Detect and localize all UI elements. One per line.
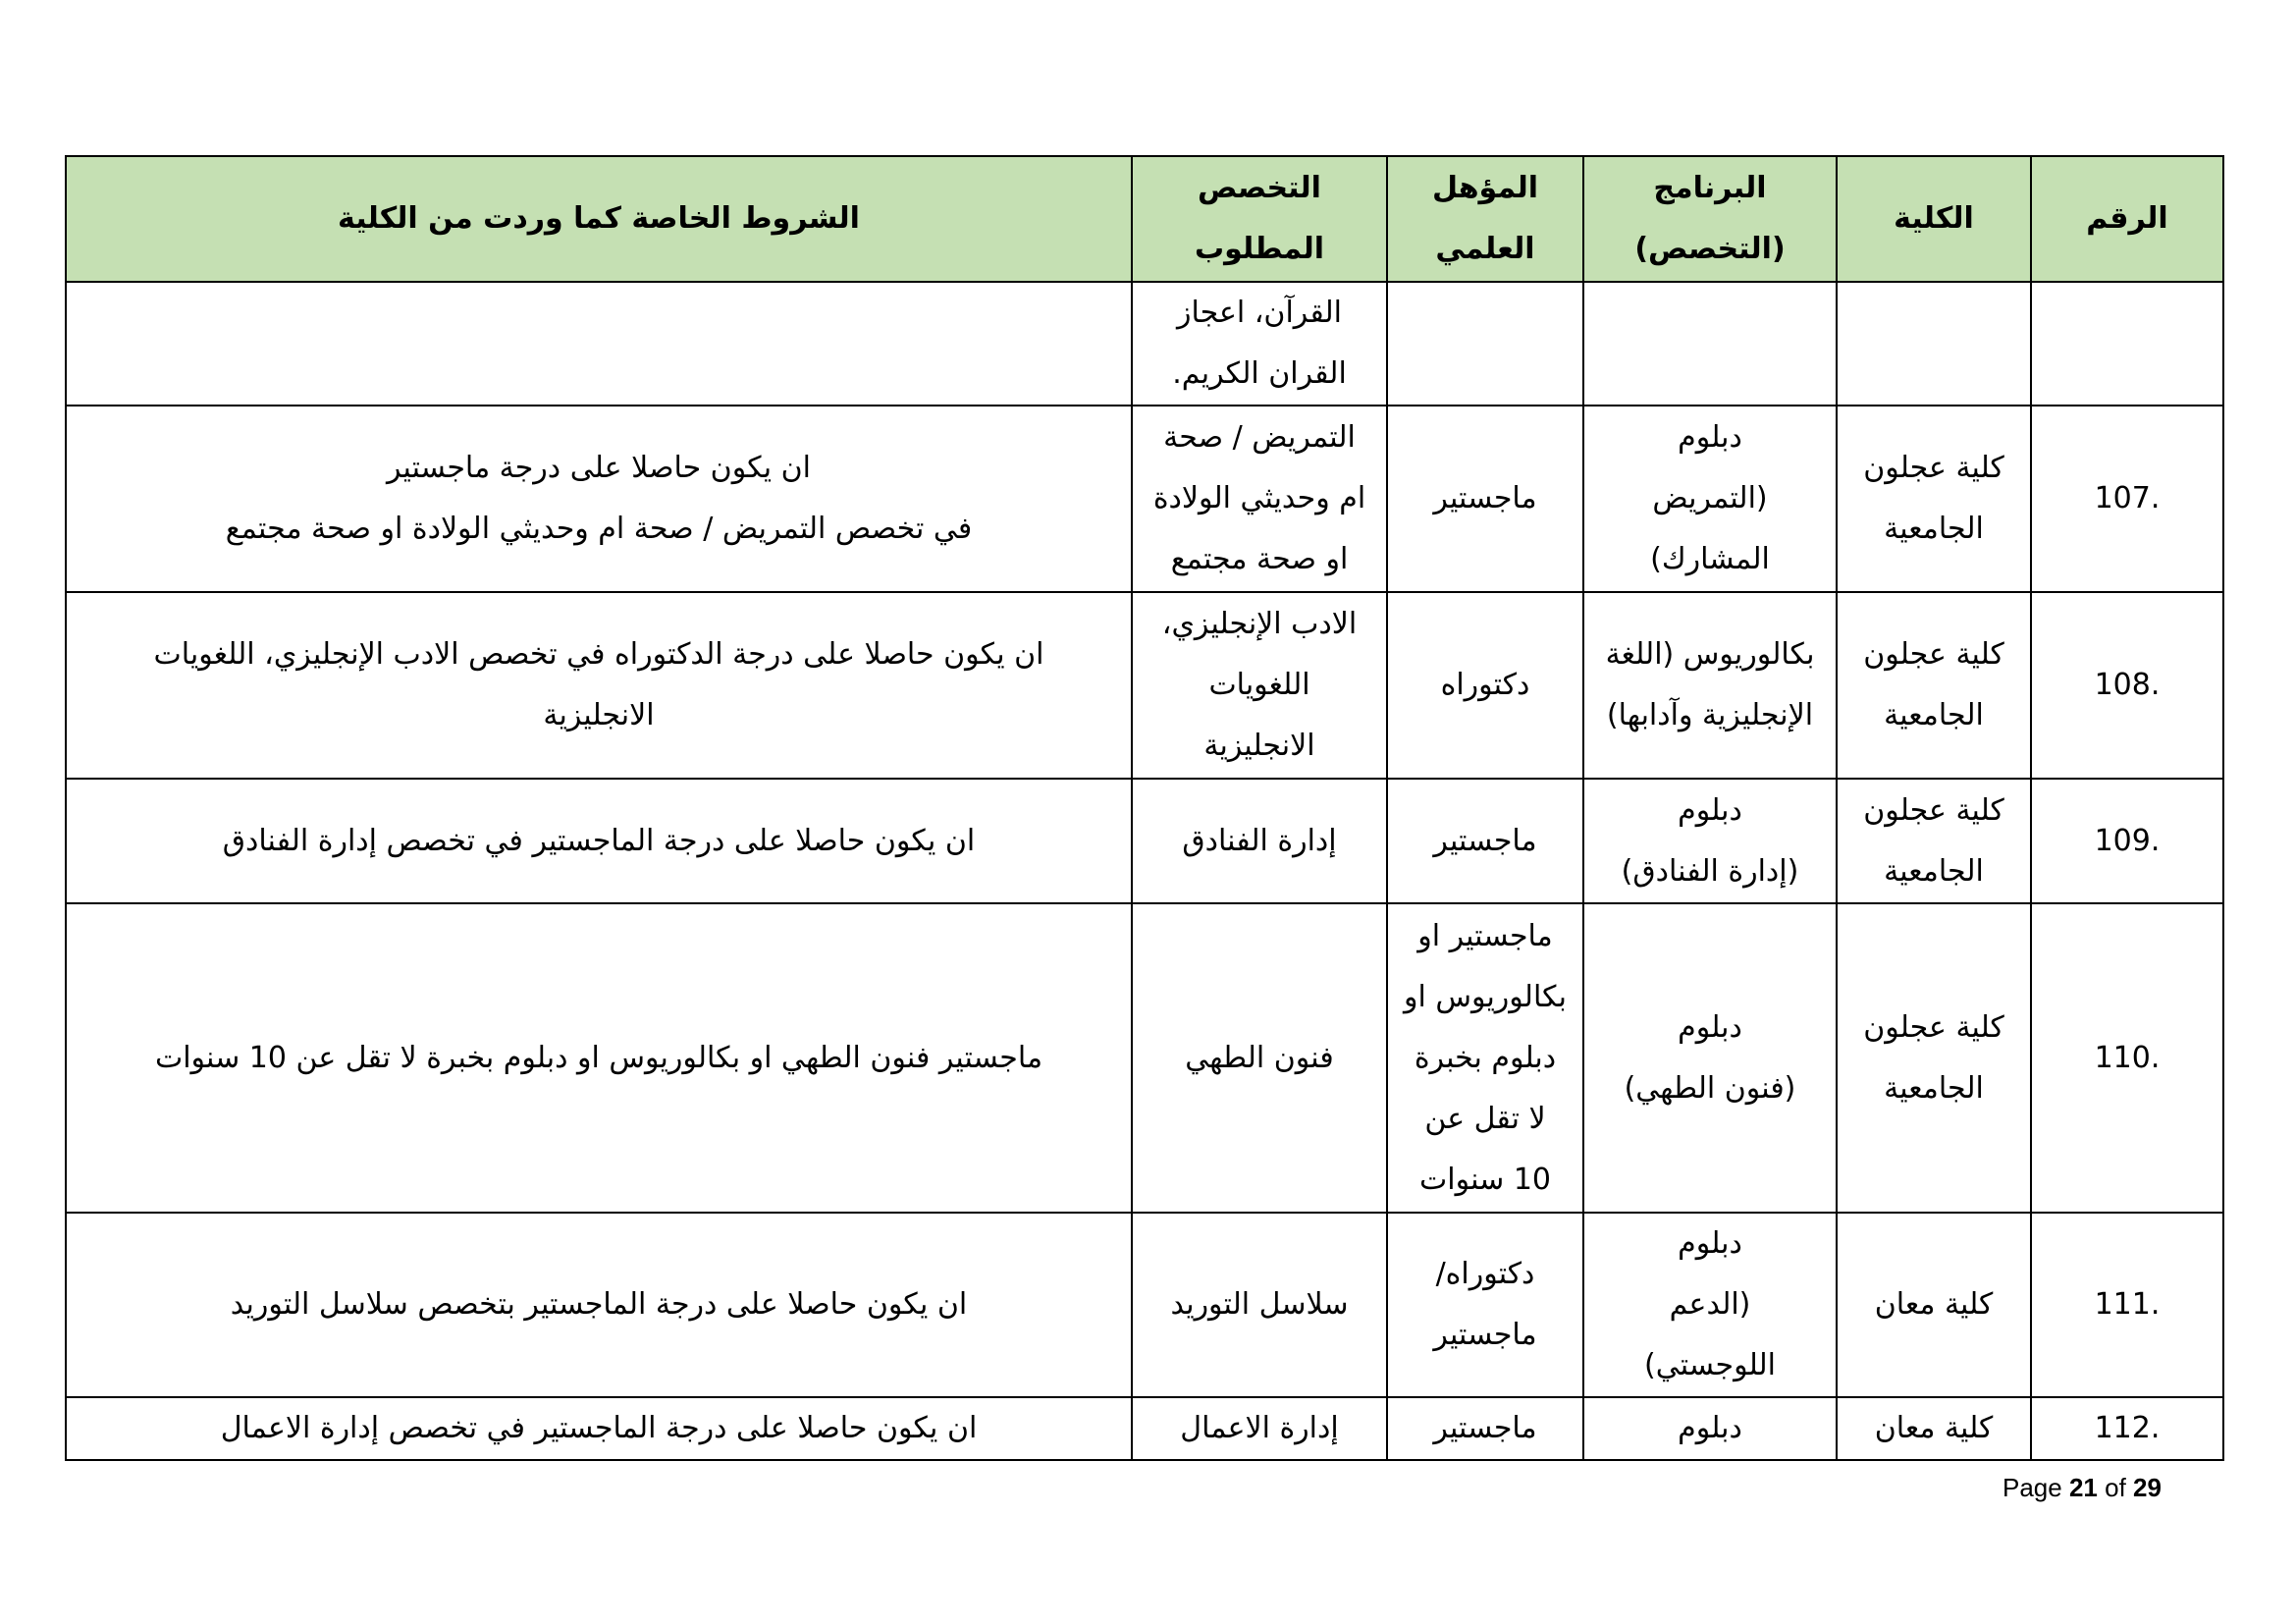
cell-number — [2031, 282, 2223, 406]
table-row — [66, 903, 2223, 1213]
cell-specialization: فنون الطهي — [1132, 903, 1387, 1213]
table-header-row — [66, 156, 2223, 282]
cell-qualification — [1387, 282, 1583, 406]
page-label: Page — [2002, 1473, 2062, 1502]
header-program: البرنامج (التخصص) — [1583, 156, 1837, 282]
cell-number: 111. — [2031, 1213, 2223, 1397]
cell-program: دبلوم (التمريض المشارك) — [1583, 406, 1837, 592]
page-total: 29 — [2133, 1473, 2162, 1502]
cell-college: كلية عجلون الجامعية — [1837, 592, 2031, 779]
conditions-table — [65, 155, 2224, 1461]
header-college: الكلية — [1837, 156, 2031, 282]
cell-program: دبلوم (إدارة الفنادق) — [1583, 779, 1837, 903]
cell-college — [1837, 282, 2031, 406]
cell-college: كلية عجلون الجامعية — [1837, 406, 2031, 592]
cell-college: كلية عجلون الجامعية — [1837, 779, 2031, 903]
cell-number: 112. — [2031, 1397, 2223, 1460]
cell-qualification: ماجستير — [1387, 779, 1583, 903]
cell-college: كلية معان — [1837, 1213, 2031, 1397]
cell-program: دبلوم (الدعم اللوجستي) — [1583, 1213, 1837, 1397]
cell-college: كلية عجلون الجامعية — [1837, 903, 2031, 1213]
cell-conditions: ان يكون حاصلا على درجة ماجستير في تخصص التمريض / صحة ام وحديثي الولادة او صحة مجتمع — [66, 406, 1132, 592]
cell-conditions: ماجستير فنون الطهي او بكالوريوس او دبلوم بخبرة لا تقل عن 10 سنوات — [66, 903, 1132, 1213]
cell-program: بكالوريوس (اللغة الإنجليزية وآدابها) — [1583, 592, 1837, 779]
table-row — [66, 1397, 2223, 1460]
header-specialization: التخصص المطلوب — [1132, 156, 1387, 282]
cell-conditions — [66, 282, 1132, 406]
cell-college: كلية معان — [1837, 1397, 2031, 1460]
cell-program: دبلوم (فنون الطهي) — [1583, 903, 1837, 1213]
cell-number: 108. — [2031, 592, 2223, 779]
table-row — [66, 779, 2223, 903]
page-number-footer — [2002, 1473, 2162, 1503]
cell-specialization: التمريض / صحة ام وحديثي الولادة او صحة مجتمع — [1132, 406, 1387, 592]
page-current: 21 — [2068, 1473, 2098, 1502]
cell-conditions: ان يكون حاصلا على درجة الماجستير في تخصص إدارة الاعمال — [66, 1397, 1132, 1460]
cell-specialization: سلاسل التوريد — [1132, 1213, 1387, 1397]
cell-conditions: ان يكون حاصلا على درجة الماجستير في تخصص إدارة الفنادق — [66, 779, 1132, 903]
cell-conditions: ان يكون حاصلا على درجة الماجستير بتخصص سلاسل التوريد — [66, 1213, 1132, 1397]
cell-program: دبلوم — [1583, 1397, 1837, 1460]
table-row — [66, 592, 2223, 779]
cell-qualification: ماجستير او بكالوريوس او دبلوم بخبرة لا تقل عن 10 سنوات — [1387, 903, 1583, 1213]
cell-qualification: دكتوراه — [1387, 592, 1583, 779]
header-conditions: الشروط الخاصة كما وردت من الكلية — [66, 156, 1132, 282]
cell-qualification: ماجستير — [1387, 1397, 1583, 1460]
cell-qualification: دكتوراه/ ماجستير — [1387, 1213, 1583, 1397]
of-label: of — [2105, 1473, 2126, 1502]
table-row — [66, 406, 2223, 592]
cell-qualification: ماجستير — [1387, 406, 1583, 592]
cell-program — [1583, 282, 1837, 406]
cell-specialization: الادب الإنجليزي، اللغويات الانجليزية — [1132, 592, 1387, 779]
cell-number: 109. — [2031, 779, 2223, 903]
header-number: الرقم — [2031, 156, 2223, 282]
cell-specialization: إدارة الاعمال — [1132, 1397, 1387, 1460]
cell-number: 107. — [2031, 406, 2223, 592]
header-qualification: المؤهل العلمي — [1387, 156, 1583, 282]
cell-conditions: ان يكون حاصلا على درجة الدكتوراه في تخصص الادب الإنجليزي، اللغويات الانجليزية — [66, 592, 1132, 779]
cell-number: 110. — [2031, 903, 2223, 1213]
table-row — [66, 282, 2223, 406]
cell-specialization: القرآن، اعجاز القران الكريم. — [1132, 282, 1387, 406]
table-row — [66, 1213, 2223, 1397]
cell-specialization: إدارة الفنادق — [1132, 779, 1387, 903]
